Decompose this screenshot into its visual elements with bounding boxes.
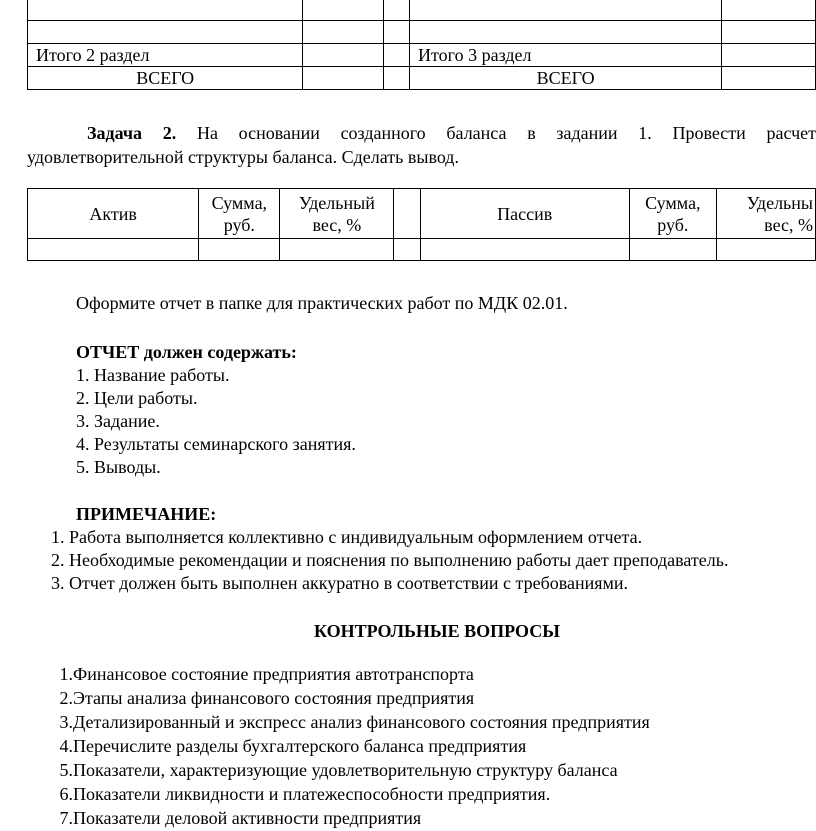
list-item: 6.Показатели ликвидности и платежеспособности предприятия. — [59, 784, 551, 804]
table-header-row — [28, 189, 816, 239]
itogo-section-2: Итого 2 раздел — [28, 44, 303, 67]
list-item: 4.Перечислите разделы бухгалтерского баланса предприятия — [59, 736, 527, 756]
header-ves-1: Удельный вес, % — [280, 189, 394, 239]
task2-line2: удовлетворительной структуры баланса. Сделать вывод. — [27, 147, 459, 167]
note-item-3: 3. Отчет должен быть выполнен аккуратно в соответствии с требованиями. — [51, 573, 629, 593]
table-row — [28, 0, 816, 21]
task2-line1 — [27, 122, 816, 144]
task2-text-1: На основании созданного баланса в задании 1. Провести расчет — [196, 123, 816, 143]
task2-label: Задача 2. — [87, 123, 177, 143]
list-item: 5.Показатели, характеризующие удовлетворительную структуру баланса — [59, 760, 618, 780]
report-item-3: 3. Задание. — [76, 411, 160, 431]
report-item-5: 5. Выводы. — [76, 457, 161, 477]
header-summa-2: Сумма, руб. — [629, 189, 716, 239]
report-heading: ОТЧЕТ должен содержать: — [76, 342, 297, 362]
questions-heading: КОНТРОЛЬНЫЕ ВОПРОСЫ — [314, 621, 560, 641]
table-row — [28, 21, 816, 44]
report-item-1: 1. Название работы. — [76, 365, 230, 385]
report-intro: Оформите отчет в папке для практических работ по МДК 02.01. — [76, 293, 568, 313]
note-heading: ПРИМЕЧАНИЕ: — [76, 504, 217, 524]
header-summa-1: Сумма, руб. — [199, 189, 280, 239]
vsego-left: ВСЕГО — [28, 67, 303, 90]
list-item: 3.Детализированный и экспресс анализ финансового состояния предприятия — [59, 712, 650, 732]
list-item: 2.Этапы анализа финансового состояния предприятия — [59, 688, 475, 708]
header-aktiv: Актив — [28, 189, 199, 239]
list-item: 1.Финансовое состояние предприятия автотранспорта — [59, 664, 474, 684]
note-item-1: 1. Работа выполняется коллективно с индивидуальным оформлением отчета. — [51, 527, 643, 547]
questions-list — [27, 663, 650, 831]
balance-summary-table — [27, 0, 816, 90]
header-passiv: Пассив — [420, 189, 629, 239]
report-item-2: 2. Цели работы. — [76, 388, 198, 408]
note-item-2: 2. Необходимые рекомендации и пояснения по выполнению работы дает преподаватель. — [51, 550, 729, 570]
itogo-section-3: Итого 3 раздел — [410, 44, 722, 67]
table-row-itogo — [28, 44, 816, 67]
table-row — [28, 239, 816, 261]
list-item: 7.Показатели деловой активности предприятия — [59, 808, 422, 828]
structure-table — [27, 188, 816, 261]
report-item-4: 4. Результаты семинарского занятия. — [76, 434, 356, 454]
vsego-right: ВСЕГО — [410, 67, 722, 90]
header-ves-2: Удельны вес, % — [716, 189, 815, 239]
table-row-vsego — [28, 67, 816, 90]
